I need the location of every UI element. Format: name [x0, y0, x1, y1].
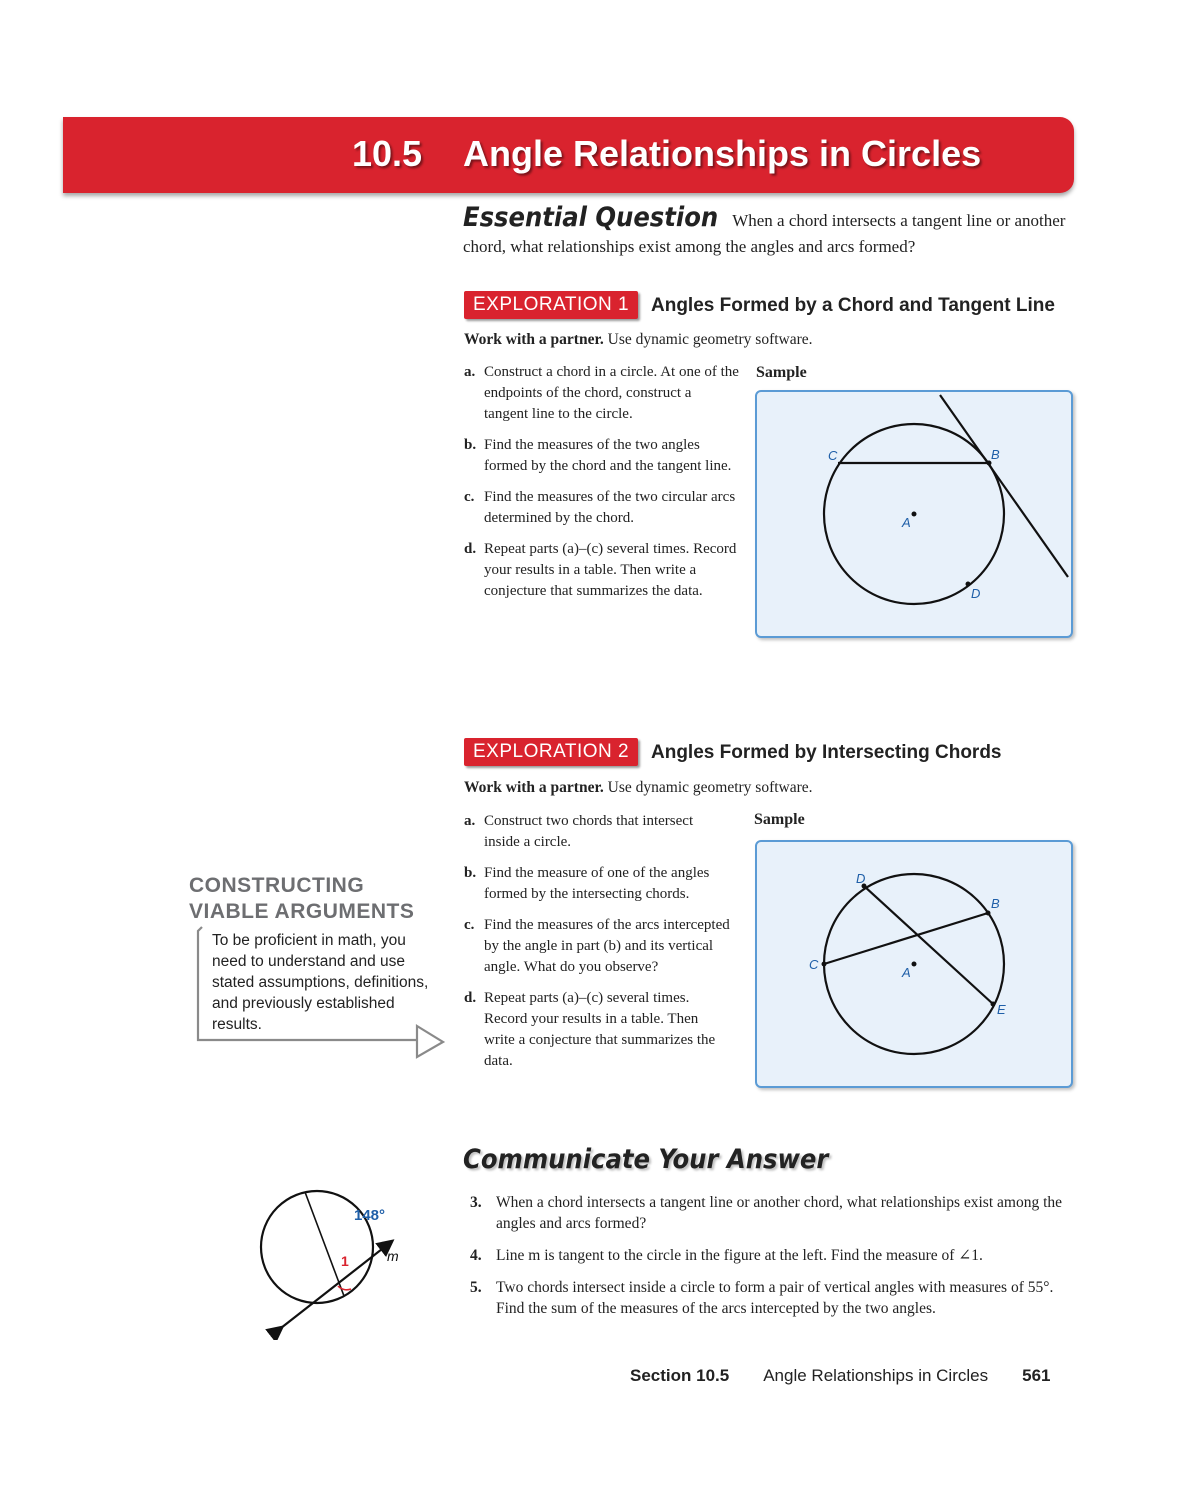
angle-label: 1: [341, 1253, 349, 1269]
list-item: 4. Line m is tangent to the circle in the figure at the left. Find the measure of ∠1.: [470, 1247, 983, 1264]
partner-label: Work with a partner.: [464, 331, 604, 348]
list-item: d. Repeat parts (a)–(c) several times. Record your results in a table. Then write a conjecture that summarizes the data.: [464, 541, 737, 599]
label-d: D: [856, 871, 866, 886]
point-c: [822, 962, 827, 967]
point-e: [991, 1002, 996, 1007]
list-item: b. Find the measure of one of the angles formed by the intersecting chords.: [464, 865, 710, 902]
section-number: 10.5: [352, 133, 423, 174]
list-item: 5. Two chords intersect inside a circle to form a pair of vertical angles with measures of 55°. Find the sum of the measures of the arcs intercepted by the two angles.: [470, 1279, 1054, 1317]
partner-text: Use dynamic geometry software.: [607, 331, 813, 348]
point-a: [912, 962, 917, 967]
label-b: B: [991, 896, 1000, 911]
list-item: b. Find the measures of the two angles formed by the chord and the tangent line.: [464, 437, 732, 474]
tangent-line: [940, 395, 1068, 577]
list-item: c. Find the measures of the two circular arcs determined by the chord.: [464, 489, 736, 526]
exploration-1-badge: EXPLORATION 1: [464, 291, 638, 319]
partner-text: Use dynamic geometry software.: [607, 779, 813, 796]
page-number: 561: [1022, 1366, 1051, 1385]
chord-cb: [824, 913, 988, 964]
label-a: A: [902, 515, 911, 530]
sidebar-heading: CONSTRUCTING VIABLE ARGUMENTS: [189, 874, 415, 923]
point-d: [966, 582, 971, 587]
label-c: C: [828, 448, 838, 463]
essential-question-heading: Essential Question: [463, 202, 719, 233]
label-a: A: [902, 965, 911, 980]
list-item: c. Find the measures of the arcs intercepted by the angle in part (b) and its vertical angle. What do you observe?: [464, 917, 730, 975]
sidebar-text: To be proficient in math, you need to understand and use stated assumptions, definitions, and previously established results.: [212, 932, 429, 1033]
label-c: C: [809, 957, 819, 972]
essential-question: [463, 202, 1083, 260]
footer-section: Section 10.5: [630, 1366, 730, 1385]
exploration-2-title: Angles Formed by Intersecting Chords: [651, 742, 1002, 763]
chord: [305, 1192, 344, 1296]
exploration-1-title: Angles Formed by a Chord and Tangent Line: [651, 295, 1055, 316]
sample-figure-1: [755, 390, 1073, 638]
partner-label: Work with a partner.: [464, 779, 604, 796]
list-item: a. Construct a chord in a circle. At one of the endpoints of the chord, construct a tangent line to the circle.: [464, 364, 739, 422]
label-d: D: [971, 586, 981, 601]
list-item: d. Repeat parts (a)–(c) several times. Record your results in a table. Then write a conjecture that summarizes the data.: [464, 990, 716, 1069]
page-footer: [630, 1366, 1050, 1386]
line-label: m: [387, 1248, 399, 1264]
exploration-2-steps: [464, 811, 732, 1082]
essential-question-text: When a chord intersects a tangent line or another chord, what relationships exist among the angles and arcs formed?: [463, 211, 1066, 256]
exploration-1-steps: [464, 362, 739, 612]
arc-label: 148°: [354, 1207, 386, 1224]
list-item: a. Construct two chords that intersect inside a circle.: [464, 813, 694, 850]
exploration-1-instructions: [464, 331, 813, 349]
communicate-questions: [464, 1192, 1069, 1330]
page-title: Angle Relationships in Circles: [463, 133, 982, 174]
label-b: B: [991, 447, 1000, 462]
exploration-2-instructions: [464, 779, 813, 797]
communicate-heading: Communicate Your Answer: [463, 1144, 829, 1175]
footer-title: Angle Relationships in Circles: [763, 1366, 989, 1385]
sample-figure-2: [755, 840, 1073, 1088]
tangent-line-m: [281, 1242, 391, 1328]
intersecting-chords-diagram: [757, 842, 1071, 1086]
chord-tangent-diagram: [757, 392, 1071, 636]
tangent-figure: [250, 1185, 415, 1340]
sample-label-1: Sample: [756, 364, 807, 381]
exploration-2-badge: EXPLORATION 2: [464, 738, 638, 766]
label-e: E: [997, 1002, 1006, 1017]
sample-label-2: Sample: [754, 811, 805, 828]
point-a: [912, 512, 917, 517]
point-b: [986, 911, 991, 916]
list-item: 3. When a chord intersects a tangent line or another chord, what relationships exist among the angles and arcs formed?: [470, 1194, 1062, 1232]
